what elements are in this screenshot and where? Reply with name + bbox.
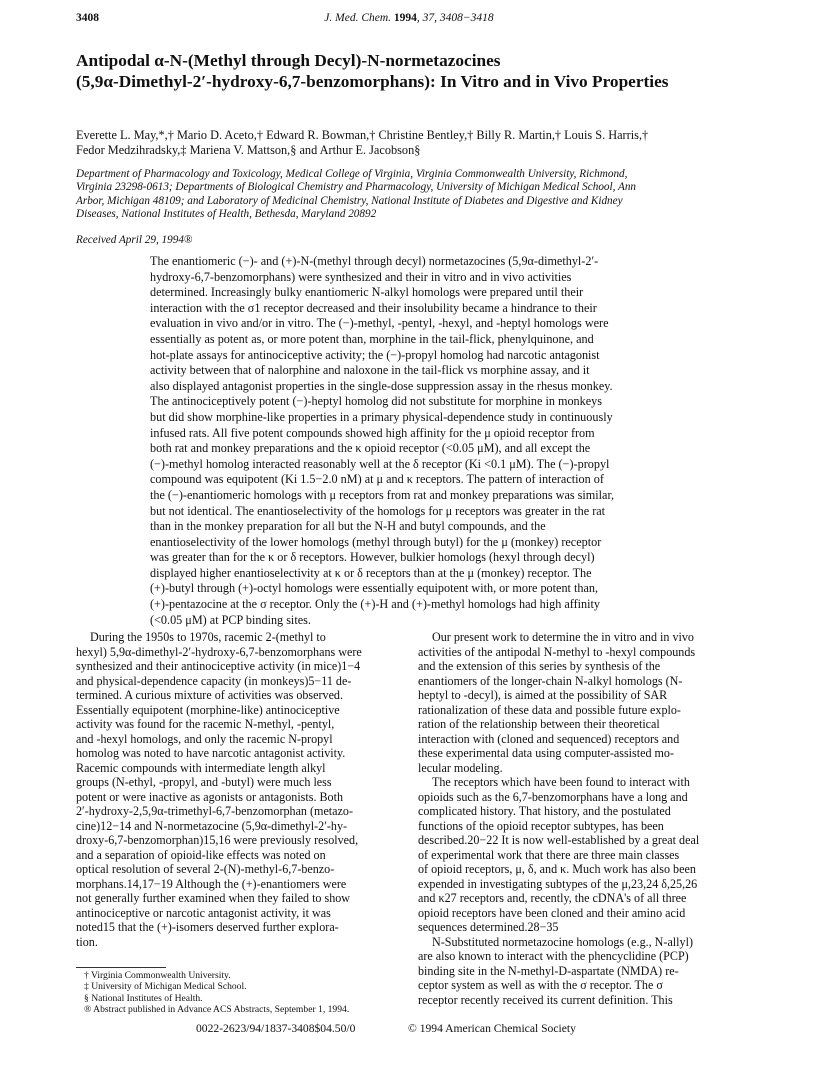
citation-rest: , 37, 3408−3418	[416, 12, 494, 24]
abstract-line: both rat and monkey preparations and the κ opioid receptor (<0.05 μM), and all except the	[150, 441, 591, 456]
body-line: potent or were inactive as agonists or antagonists. Both	[76, 789, 344, 804]
abstract-line: also displayed antagonist properties in the single-dose suppression assay in the rhesus monkey.	[150, 378, 613, 393]
body-line: opioids such as the 6,7-benzomorphans have a long and	[418, 789, 688, 804]
body-line: expended in investigating subtypes of the μ,23,24 δ,25,26	[418, 876, 698, 891]
body-line: During the 1950s to 1970s, racemic 2-(methyl to	[90, 630, 326, 644]
body-column-right	[418, 630, 740, 1007]
received-date: Received April 29, 1994®	[76, 234, 193, 246]
body-line: and κ27 receptors and, recently, the cDNA's of all three	[418, 891, 687, 905]
journal-citation	[76, 12, 742, 24]
abstract-line: than in the monkey preparation for all but the N-H and butyl compounds, and the	[150, 519, 546, 534]
body-line: Racemic compounds with intermediate length alkyl	[76, 760, 326, 775]
body-line: tion.	[76, 934, 98, 949]
body-line: optical resolution of several 2-(N)-methyl-6,7-benzo-	[76, 862, 335, 876]
abstract-line: (+)-pentazocine at the σ receptor. Only the (+)-H and (+)-methyl homologs had high affinity	[150, 597, 601, 612]
author-list	[76, 128, 766, 158]
body-line: these experimental data using computer-assisted mo-	[418, 746, 674, 760]
abstract-line: The antinociceptively potent (−)-heptyl homolog did not substitute for morphine in monkeys	[150, 394, 602, 409]
body-line: droxy-6,7-benzomorphan)15,16 were previously resolved,	[76, 833, 359, 847]
abstract-line: (−)-methyl homolog interacted reasonably well at the δ receptor (Ki <0.1 μM). The (−)-propyl	[150, 456, 610, 471]
body-line: activities of the antipodal N-methyl to -hexyl compounds	[418, 644, 696, 659]
body-line: Essentially equipotent (morphine-like) antinociceptive	[76, 702, 340, 717]
abstract-line: hot-plate assays for antinociceptive activity; the (−)-propyl homolog had narcotic antagonist	[150, 347, 600, 362]
body-line: hexyl) 5,9α-dimethyl-2′-hydroxy-6,7-benzomorphans were	[76, 644, 362, 659]
body-line: cine)12−14 and N-normetazocine (5,9α-dimethyl-2′-hy-	[76, 818, 348, 833]
abstract-line: the (−)-enantiomeric homologs with μ receptors from rat and monkey preparations was similar,	[150, 487, 615, 502]
body-line: synthesized and their antinociceptive activity (in mice)1−4	[76, 659, 361, 673]
body-line: The receptors which have been found to interact with	[432, 775, 690, 789]
copyright: © 1994 American Chemical Society	[408, 1022, 576, 1035]
abstract-line: interaction with the σ1 receptor decreased and their insolubility became a hindrance to their	[150, 300, 597, 315]
body-line: sequences determined.28−35	[418, 920, 559, 934]
journal-year: 1994	[393, 12, 417, 24]
abstract	[150, 254, 744, 628]
footnotes	[84, 970, 404, 1016]
abstract-line: hydroxy-6,7-benzomorphans) were synthesized and their in vitro and in vivo activities	[150, 269, 572, 284]
footnote: † Virginia Commonwealth University.	[84, 970, 231, 981]
body-line: not generally further examined when they failed to show	[76, 891, 351, 905]
body-line: interaction with (cloned and sequenced) receptors and	[418, 731, 680, 746]
affiliation-line: Diseases, National Institutes of Health, Bethesda, Maryland 20892	[76, 208, 377, 221]
body-line: N-Substituted normetazocine homologs (e.g., N-allyl)	[432, 934, 693, 949]
journal-name: J. Med. Chem.	[324, 12, 392, 24]
body-line: functions of the opioid receptor subtypes, has been	[418, 818, 664, 833]
abstract-line: infused rats. All five potent compounds showed high affinity for the μ opioid receptor from	[150, 425, 595, 440]
body-line: noted15 that the (+)-isomers deserved further explora-	[76, 920, 339, 934]
abstract-line: (<0.05 μM) at PCP binding sites.	[150, 612, 311, 627]
page-number: 3408	[76, 12, 99, 24]
affiliation-line: Arbor, Michigan 48109; and Laboratory of Medicinal Chemistry, National Institute of Diabetes and Digestive and Kidney	[76, 194, 623, 207]
body-line: are also known to interact with the phencyclidine (PCP)	[418, 949, 689, 963]
body-line: groups (N-ethyl, -propyl, and -butyl) were much less	[76, 775, 332, 789]
body-line: 2′-hydroxy-2,5,9α-trimethyl-6,7-benzomorphan (metazo-	[76, 804, 353, 818]
footnote: § National Institutes of Health.	[84, 992, 203, 1004]
body-line: and physical-dependence capacity (in monkeys)5−11 de-	[76, 673, 352, 688]
body-line: of opioid receptors, μ, δ, and κ. Much work has also been	[418, 862, 696, 876]
abstract-line: The enantiomeric (−)- and (+)-N-(methyl through decyl) normetazocines (5,9α-dimethyl-2′-	[150, 254, 599, 268]
author-line: Fedor Medzihradsky,‡ Mariena V. Mattson,§ and Arthur E. Jacobson§	[76, 143, 421, 157]
abstract-line: but did show morphine-like properties in a primary physical-dependence study in continuously	[150, 409, 613, 424]
body-line: described.20−22 It is now well-established by a great deal	[418, 833, 700, 847]
title-line: (5,9α-Dimethyl-2′-hydroxy-6,7-benzomorphans): In Vitro and in Vivo Properties	[76, 72, 669, 91]
body-line: of experimental work that there are three main classes	[418, 847, 680, 862]
body-line: morphans.14,17−19 Although the (+)-enantiomers were	[76, 876, 347, 891]
body-line: homolog was noted to have narcotic antagonist activity.	[76, 746, 346, 760]
abstract-line: was greater than for the κ or δ receptors. However, bulkier homologs (hexyl through decyl)	[150, 550, 595, 565]
abstract-line: essentially as potent as, or more potent than, morphine in the tail-flick, phenylquinone, and	[150, 331, 594, 346]
abstract-line: evaluation in vivo and/or in vitro. The (−)-methyl, -pentyl, -hexyl, and -heptyl homologs were	[150, 316, 609, 331]
body-line: ceptor system as well as with the σ receptor. The σ	[418, 978, 663, 992]
running-head	[76, 12, 742, 30]
body-line: termined. A curious mixture of activities was observed.	[76, 688, 344, 702]
body-line: activity was found for the racemic N-methyl, -pentyl,	[76, 717, 335, 731]
body-line: Our present work to determine the in vitro and in vivo	[432, 630, 694, 644]
title-line: Antipodal α-N-(Methyl through Decyl)-N-normetazocines	[76, 51, 501, 70]
abstract-line: determined. Increasingly bulky enantiomeric N-alkyl homologs were prepared until their	[150, 285, 584, 300]
affiliation-line: Virginia 23298-0613; Departments of Biological Chemistry and Pharmacology, University of Michigan Medical School, Ann	[76, 181, 637, 194]
affiliations	[76, 168, 766, 222]
body-line: complicated history. That history, and the postulated	[418, 804, 671, 818]
body-line: antinociceptive or narcotic antagonist activity, it was	[76, 905, 331, 920]
abstract-line: (+)-butyl through (+)-octyl homologs were essentially equipotent with, or more potent than,	[150, 581, 598, 596]
author-line: Everette L. May,*,† Mario D. Aceto,† Edward R. Bowman,† Christine Bentley,† Billy R. Martin,† Louis S. Harris,†	[76, 128, 649, 142]
abstract-line: compound was equipotent (Ki 1.5−2.0 nM) at μ and κ receptors. The pattern of interaction of	[150, 472, 604, 487]
body-line: binding site in the N-methyl-D-aspartate (NMDA) re-	[418, 963, 679, 978]
body-line: enantiomers of the longer-chain N-alkyl homologs (N-	[418, 673, 683, 688]
body-line: heptyl to -decyl), is aimed at the possibility of SAR	[418, 688, 668, 702]
body-line: and the extension of this series by synthesis of the	[418, 659, 661, 673]
body-column-left	[76, 630, 398, 949]
body-line: and a separation of opioid-like effects was noted on	[76, 847, 326, 862]
footnote: ® Abstract published in Advance ACS Abstracts, September 1, 1994.	[84, 1004, 350, 1016]
article-code: 0022-2623/94/1837-3408$04.50/0	[196, 1022, 356, 1035]
abstract-line: but not identical. The enantioselectivity of the homologs for μ receptors was greater in the rat	[150, 503, 606, 518]
abstract-line: activity between that of nalorphine and naloxone in the tail-flick vs morphine assay, and it	[150, 363, 590, 378]
footnote-divider	[76, 967, 166, 968]
body-line: opioid receptors have been cloned and their amino acid	[418, 905, 686, 920]
article-title	[76, 50, 756, 92]
body-line: receptor recently received its current definition. This	[418, 992, 673, 1007]
body-line: lecular modeling.	[418, 760, 503, 775]
body-line: and -hexyl homologs, and only the racemic N-propyl	[76, 731, 333, 746]
footnote: ‡ University of Michigan Medical School.	[84, 981, 247, 993]
affiliation-line: Department of Pharmacology and Toxicology, Medical College of Virginia, Virginia Commonwealth University, Richmond,	[76, 168, 628, 180]
abstract-line: enantioselectivity of the lower homologs (methyl through butyl) for the μ (monkey) receptor	[150, 534, 602, 549]
body-line: ration of the relationship between their theoretical	[418, 717, 660, 731]
body-line: rationalization of these data and possible future explo-	[418, 702, 681, 717]
abstract-line: displayed higher enantioselectivity at κ or δ receptors than at the μ (monkey) receptor. The	[150, 565, 592, 580]
